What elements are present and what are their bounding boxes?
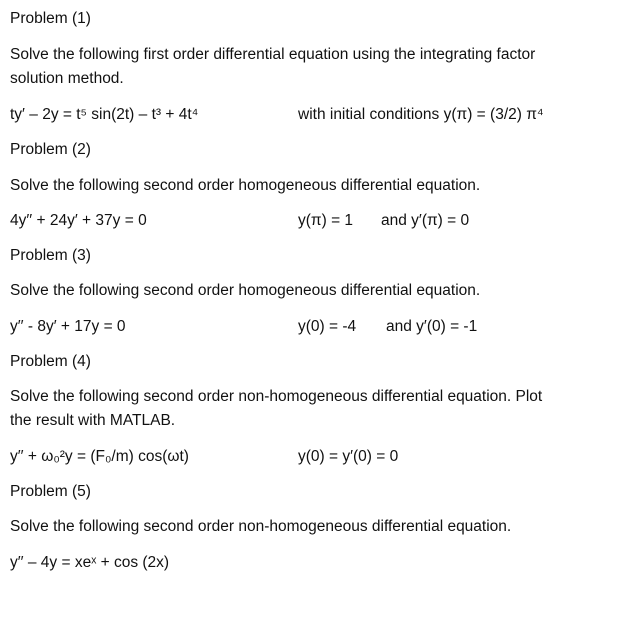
problem-2-heading: Problem (2) [10,141,91,158]
problem-4-heading: Problem (4) [10,353,91,370]
problem-1-statement-line-2: solution method. [10,70,124,87]
problem-2-statement: Solve the following second order homogeneous differential equation. [10,177,481,194]
problem-2-condition-1: y(π) = 1 [298,212,354,229]
problem-1-statement-line-1: Solve the following first order differential equation using the integrating factor [10,46,536,63]
problem-1-heading: Problem (1) [10,10,91,27]
problem-1-conditions: with initial conditions y(π) = (3/2) π⁴ [298,106,544,123]
problem-3-statement: Solve the following second order homogeneous differential equation. [10,282,481,299]
problem-2-equation: 4y′′ + 24y′ + 37y = 0 [10,212,147,229]
problem-2-condition-2: and y′(π) = 0 [381,212,470,229]
problem-3-equation: y′′ - 8y′ + 17y = 0 [10,318,126,335]
problem-3-heading: Problem (3) [10,247,91,264]
problem-4-statement-line-1: Solve the following second order non-homogeneous differential equation. Plot [10,388,543,405]
problem-4-equation: y′′ + ω₀²y = (F₀/m) cos(ωt) [10,448,189,465]
problem-1-equation: ty′ – 2y = t⁵ sin(2t) – t³ + 4t⁴ [10,106,199,123]
problem-4-conditions: y(0) = y′(0) = 0 [298,448,399,465]
problem-5-heading: Problem (5) [10,483,91,500]
problem-3-condition-1: y(0) = -4 [298,318,357,335]
problem-4-statement-line-2: the result with MATLAB. [10,412,176,429]
problem-5-equation: y′′ – 4y = xeˣ + cos (2x) [10,554,170,571]
problem-3-condition-2: and y′(0) = -1 [386,318,478,335]
problem-5-statement: Solve the following second order non-homogeneous differential equation. [10,518,512,535]
